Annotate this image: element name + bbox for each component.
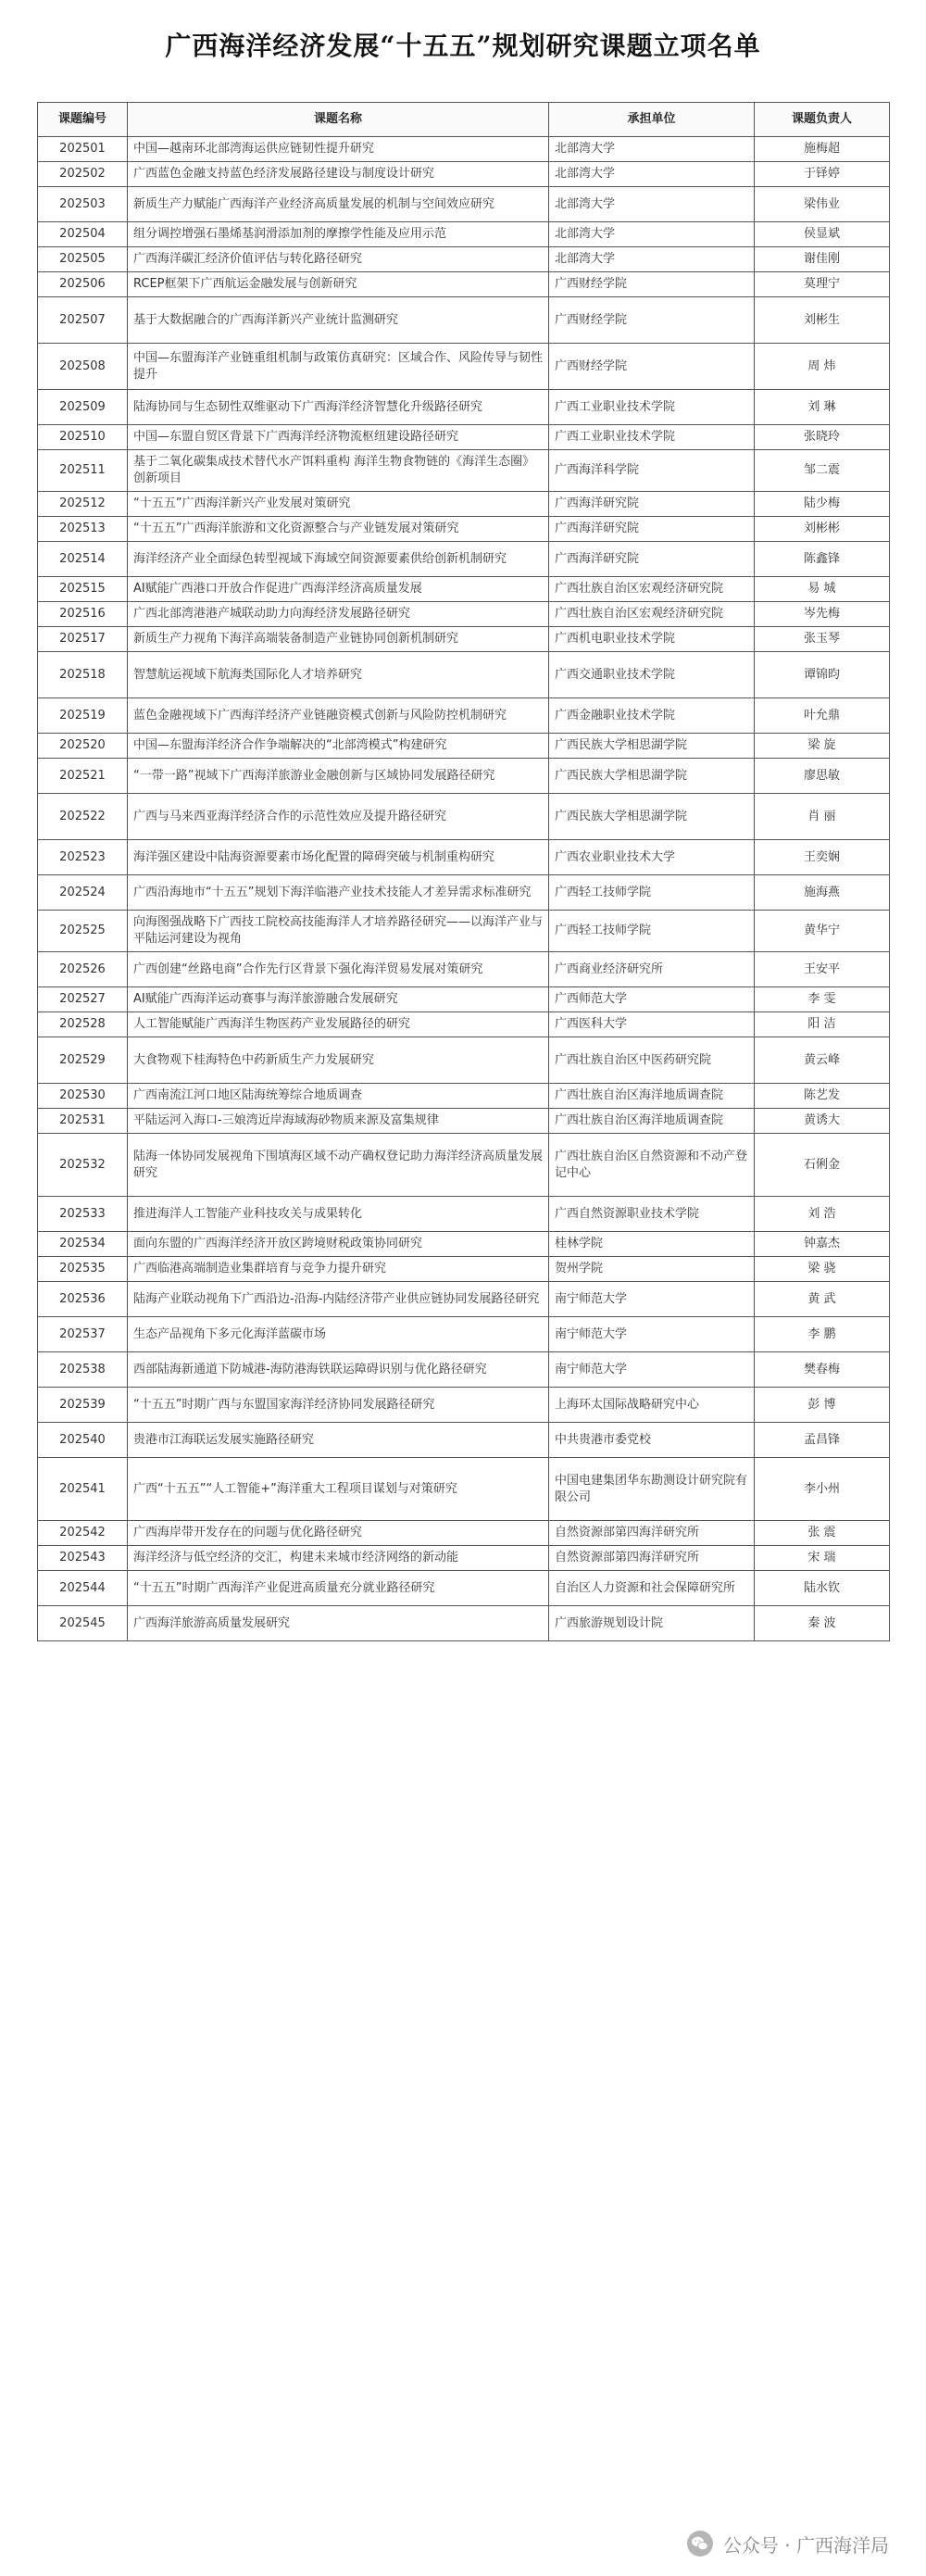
header-code: 课题编号 (38, 103, 128, 137)
cell-name: 蓝色金融视域下广西海洋经济产业链融资模式创新与风险防控机制研究 (128, 698, 549, 734)
cell-unit: 广西海洋研究院 (549, 517, 755, 542)
cell-lead: 孟昌锋 (755, 1423, 890, 1458)
table-row (38, 517, 890, 542)
cell-name: 广西蓝色金融支持蓝色经济发展路径建设与制度设计研究 (128, 162, 549, 187)
cell-lead: 邹二震 (755, 450, 890, 492)
header-name: 课题名称 (128, 103, 549, 137)
cell-lead: 王奕娴 (755, 840, 890, 875)
cell-code: 202521 (38, 759, 128, 794)
cell-name: 西部陆海新通道下防城港-海防港海铁联运障碍识别与优化路径研究 (128, 1352, 549, 1388)
table-row (38, 344, 890, 390)
cell-code: 202514 (38, 542, 128, 577)
table-row (38, 875, 890, 911)
cell-lead: 陆少梅 (755, 492, 890, 517)
cell-unit: 广西壮族自治区中医药研究院 (549, 1037, 755, 1084)
cell-name: 面向东盟的广西海洋经济开放区跨境财税政策协同研究 (128, 1232, 549, 1257)
cell-lead: 张 震 (755, 1521, 890, 1546)
table-row (38, 987, 890, 1012)
cell-unit: 广西师范大学 (549, 987, 755, 1012)
cell-name: 中国—东盟海洋经济合作争端解决的“北部湾模式”构建研究 (128, 734, 549, 759)
cell-name: 广西临港高端制造业集群培育与竞争力提升研究 (128, 1257, 549, 1282)
cell-lead: 李 鹏 (755, 1317, 890, 1352)
table-row (38, 1282, 890, 1317)
cell-name: 中国—东盟自贸区背景下广西海洋经济物流枢纽建设路径研究 (128, 425, 549, 450)
cell-lead: 王安平 (755, 952, 890, 987)
cell-name: 基于二氧化碳集成技术替代水产饵料重构 海洋生物食物链的《海洋生态圈》创新项目 (128, 450, 549, 492)
table-row (38, 297, 890, 344)
table-row (38, 698, 890, 734)
table-row (38, 627, 890, 652)
table-row (38, 1317, 890, 1352)
cell-code: 202530 (38, 1084, 128, 1109)
table-body (38, 137, 890, 1641)
cell-lead: 肖 丽 (755, 794, 890, 840)
cell-unit: 桂林学院 (549, 1232, 755, 1257)
cell-lead: 陈鑫锋 (755, 542, 890, 577)
cell-unit: 广西壮族自治区海洋地质调查院 (549, 1084, 755, 1109)
cell-name: 广西与马来西亚海洋经济合作的示范性效应及提升路径研究 (128, 794, 549, 840)
cell-name: 中国—东盟海洋产业链重组机制与政策仿真研究：区域合作、风险传导与韧性提升 (128, 344, 549, 390)
cell-name: 大食物观下桂海特色中药新质生产力发展研究 (128, 1037, 549, 1084)
cell-name: 广西海洋碳汇经济价值评估与转化路径研究 (128, 247, 549, 272)
cell-name: “十五五”时期广西与东盟国家海洋经济协同发展路径研究 (128, 1388, 549, 1423)
table-row (38, 1197, 890, 1232)
cell-name: RCEP框架下广西航运金融发展与创新研究 (128, 272, 549, 297)
cell-unit: 广西财经学院 (549, 344, 755, 390)
cell-code: 202523 (38, 840, 128, 875)
cell-unit: 广西旅游规划设计院 (549, 1606, 755, 1641)
cell-code: 202506 (38, 272, 128, 297)
table-row (38, 1257, 890, 1282)
cell-unit: 广西医科大学 (549, 1012, 755, 1037)
cell-lead: 岑先梅 (755, 602, 890, 627)
cell-code: 202502 (38, 162, 128, 187)
cell-name: 广西沿海地市“十五五”规划下海洋临港产业技术技能人才差异需求标准研究 (128, 875, 549, 911)
cell-code: 202507 (38, 297, 128, 344)
page-title: 广西海洋经济发展“十五五”规划研究课题立项名单 (165, 31, 761, 61)
cell-code: 202505 (38, 247, 128, 272)
cell-code: 202535 (38, 1257, 128, 1282)
cell-unit: 北部湾大学 (549, 247, 755, 272)
table-row (38, 652, 890, 698)
cell-code: 202503 (38, 187, 128, 222)
cell-name: 推进海洋人工智能产业科技攻关与成果转化 (128, 1197, 549, 1232)
cell-unit: 自治区人力资源和社会保障研究所 (549, 1571, 755, 1606)
cell-unit: 广西壮族自治区宏观经济研究院 (549, 577, 755, 602)
table-row (38, 1571, 890, 1606)
cell-unit: 广西海洋研究院 (549, 542, 755, 577)
cell-unit: 广西财经学院 (549, 297, 755, 344)
cell-lead: 黄诱大 (755, 1109, 890, 1134)
cell-code: 202518 (38, 652, 128, 698)
cell-code: 202540 (38, 1423, 128, 1458)
cell-name: 海洋强区建设中陆海资源要素市场化配置的障碍突破与机制重构研究 (128, 840, 549, 875)
cell-lead: 梁伟业 (755, 187, 890, 222)
cell-name: 广西创建“丝路电商”合作先行区背景下强化海洋贸易发展对策研究 (128, 952, 549, 987)
cell-lead: 谭锦昀 (755, 652, 890, 698)
cell-code: 202508 (38, 344, 128, 390)
cell-unit: 广西海洋科学院 (549, 450, 755, 492)
cell-code: 202510 (38, 425, 128, 450)
watermark-text: 公众号 · 广西海洋局 (722, 2533, 889, 2557)
cell-name: 组分调控增强石墨烯基润滑添加剂的摩擦学性能及应用示范 (128, 222, 549, 247)
cell-lead: 莫理宁 (755, 272, 890, 297)
cell-unit: 广西海洋研究院 (549, 492, 755, 517)
cell-name: 人工智能赋能广西海洋生物医药产业发展路径的研究 (128, 1012, 549, 1037)
cell-name: 基于大数据融合的广西海洋新兴产业统计监测研究 (128, 297, 549, 344)
cell-unit: 南宁师范大学 (549, 1352, 755, 1388)
cell-unit: 广西财经学院 (549, 272, 755, 297)
cell-code: 202543 (38, 1546, 128, 1571)
table-row (38, 450, 890, 492)
cell-name: 广西海洋旅游高质量发展研究 (128, 1606, 549, 1641)
table-row (38, 1037, 890, 1084)
cell-unit: 自然资源部第四海洋研究所 (549, 1521, 755, 1546)
table-row (38, 1352, 890, 1388)
table-row (38, 1521, 890, 1546)
cell-lead: 石俐金 (755, 1134, 890, 1197)
cell-code: 202529 (38, 1037, 128, 1084)
cell-unit: 南宁师范大学 (549, 1282, 755, 1317)
cell-lead: 梁 骁 (755, 1257, 890, 1282)
table-row (38, 1134, 890, 1197)
cell-code: 202512 (38, 492, 128, 517)
cell-code: 202533 (38, 1197, 128, 1232)
cell-lead: 秦 波 (755, 1606, 890, 1641)
cell-name: 新质生产力视角下海洋高端装备制造产业链协同创新机制研究 (128, 627, 549, 652)
cell-lead: 樊春梅 (755, 1352, 890, 1388)
table-row (38, 734, 890, 759)
cell-unit: 广西民族大学相思湖学院 (549, 759, 755, 794)
cell-unit: 南宁师范大学 (549, 1317, 755, 1352)
cell-code: 202517 (38, 627, 128, 652)
table-row (38, 1423, 890, 1458)
cell-code: 202527 (38, 987, 128, 1012)
cell-name: 平陆运河入海口-三娘湾近岸海域海砂物质来源及富集规律 (128, 1109, 549, 1134)
cell-unit: 北部湾大学 (549, 162, 755, 187)
cell-name: “十五五”广西海洋新兴产业发展对策研究 (128, 492, 549, 517)
cell-lead: 陆水钦 (755, 1571, 890, 1606)
cell-code: 202531 (38, 1109, 128, 1134)
table-row (38, 1388, 890, 1423)
cell-name: 陆海产业联动视角下广西沿边-沿海-内陆经济带产业供应链协同发展路径研究 (128, 1282, 549, 1317)
table-header-row (38, 103, 890, 137)
table-row (38, 911, 890, 952)
cell-name: 向海图强战略下广西技工院校高技能海洋人才培养路径研究——以海洋产业与平陆运河建设为视角 (128, 911, 549, 952)
cell-unit: 广西工业职业技术学院 (549, 390, 755, 425)
table-row (38, 492, 890, 517)
cell-name: AI赋能广西港口开放合作促进广西海洋经济高质量发展 (128, 577, 549, 602)
table-row (38, 602, 890, 627)
cell-unit: 广西交通职业技术学院 (549, 652, 755, 698)
cell-code: 202526 (38, 952, 128, 987)
cell-name: 新质生产力赋能广西海洋产业经济高质量发展的机制与空间效应研究 (128, 187, 549, 222)
cell-name: 海洋经济与低空经济的交汇，构建未来城市经济网络的新动能 (128, 1546, 549, 1571)
cell-unit: 广西自然资源职业技术学院 (549, 1197, 755, 1232)
table-row (38, 542, 890, 577)
cell-name: 海洋经济产业全面绿色转型视域下海域空间资源要素供给创新机制研究 (128, 542, 549, 577)
cell-name: 陆海协同与生态韧性双维驱动下广西海洋经济智慧化升级路径研究 (128, 390, 549, 425)
cell-lead: 于铎婷 (755, 162, 890, 187)
cell-lead: 李 雯 (755, 987, 890, 1012)
header-unit: 承担单位 (549, 103, 755, 137)
cell-name: AI赋能广西海洋运动赛事与海洋旅游融合发展研究 (128, 987, 549, 1012)
cell-name: 智慧航运视域下航海类国际化人才培养研究 (128, 652, 549, 698)
cell-unit: 广西轻工技师学院 (549, 875, 755, 911)
cell-lead: 施梅超 (755, 137, 890, 162)
cell-name: 广西南流江河口地区陆海统筹综合地质调查 (128, 1084, 549, 1109)
cell-lead: 阳 洁 (755, 1012, 890, 1037)
cell-lead: 张晓玲 (755, 425, 890, 450)
cell-unit: 广西工业职业技术学院 (549, 425, 755, 450)
cell-unit: 广西民族大学相思湖学院 (549, 734, 755, 759)
cell-unit: 广西机电职业技术学院 (549, 627, 755, 652)
cell-lead: 叶允鼎 (755, 698, 890, 734)
cell-unit: 北部湾大学 (549, 137, 755, 162)
cell-lead: 刘彬彬 (755, 517, 890, 542)
cell-unit: 广西轻工技师学院 (549, 911, 755, 952)
table-row (38, 840, 890, 875)
cell-name: 陆海一体协同发展视角下围填海区域不动产确权登记助力海洋经济高质量发展研究 (128, 1134, 549, 1197)
table-row (38, 1084, 890, 1109)
cell-unit: 广西农业职业技术大学 (549, 840, 755, 875)
cell-code: 202525 (38, 911, 128, 952)
cell-lead: 钟嘉杰 (755, 1232, 890, 1257)
table-row (38, 247, 890, 272)
cell-code: 202534 (38, 1232, 128, 1257)
cell-lead: 李小州 (755, 1458, 890, 1521)
table-row (38, 952, 890, 987)
table-row (38, 1458, 890, 1521)
table-row (38, 390, 890, 425)
cell-name: 生态产品视角下多元化海洋蓝碳市场 (128, 1317, 549, 1352)
table-row (38, 425, 890, 450)
cell-code: 202501 (38, 137, 128, 162)
cell-unit: 贺州学院 (549, 1257, 755, 1282)
cell-lead: 黄华宁 (755, 911, 890, 952)
table-row (38, 272, 890, 297)
cell-unit: 北部湾大学 (549, 187, 755, 222)
cell-code: 202515 (38, 577, 128, 602)
table-row (38, 187, 890, 222)
cell-unit: 广西商业经济研究所 (549, 952, 755, 987)
table-row (38, 1546, 890, 1571)
cell-lead: 谢佳刚 (755, 247, 890, 272)
table-row (38, 222, 890, 247)
cell-lead: 梁 旋 (755, 734, 890, 759)
cell-lead: 黄 武 (755, 1282, 890, 1317)
cell-lead: 黄云峰 (755, 1037, 890, 1084)
cell-code: 202509 (38, 390, 128, 425)
table-row (38, 577, 890, 602)
cell-unit: 广西壮族自治区宏观经济研究院 (549, 602, 755, 627)
cell-code: 202511 (38, 450, 128, 492)
cell-lead: 施海燕 (755, 875, 890, 911)
cell-code: 202516 (38, 602, 128, 627)
table-row (38, 1232, 890, 1257)
cell-code: 202541 (38, 1458, 128, 1521)
cell-code: 202520 (38, 734, 128, 759)
cell-code: 202545 (38, 1606, 128, 1641)
cell-name: “一带一路”视域下广西海洋旅游业金融创新与区域协同发展路径研究 (128, 759, 549, 794)
cell-lead: 周 炜 (755, 344, 890, 390)
cell-lead: 宋 瑞 (755, 1546, 890, 1571)
table-row (38, 162, 890, 187)
wechat-icon (686, 2530, 714, 2557)
cell-unit: 中共贵港市委党校 (549, 1423, 755, 1458)
watermark (686, 2530, 889, 2557)
cell-unit: 广西民族大学相思湖学院 (549, 794, 755, 840)
cell-unit: 自然资源部第四海洋研究所 (549, 1546, 755, 1571)
cell-unit: 广西壮族自治区海洋地质调查院 (549, 1109, 755, 1134)
cell-lead: 张玉琴 (755, 627, 890, 652)
project-table (37, 102, 890, 1641)
header-lead: 课题负责人 (755, 103, 890, 137)
cell-unit: 广西金融职业技术学院 (549, 698, 755, 734)
cell-lead: 刘 浩 (755, 1197, 890, 1232)
cell-lead: 彭 博 (755, 1388, 890, 1423)
cell-code: 202544 (38, 1571, 128, 1606)
cell-code: 202528 (38, 1012, 128, 1037)
table-row (38, 1012, 890, 1037)
cell-code: 202524 (38, 875, 128, 911)
cell-code: 202519 (38, 698, 128, 734)
cell-name: “十五五”时期广西海洋产业促进高质量充分就业路径研究 (128, 1571, 549, 1606)
cell-code: 202513 (38, 517, 128, 542)
cell-code: 202532 (38, 1134, 128, 1197)
cell-name: 广西海岸带开发存在的问题与优化路径研究 (128, 1521, 549, 1546)
cell-unit: 北部湾大学 (549, 222, 755, 247)
cell-code: 202522 (38, 794, 128, 840)
cell-lead: 侯显斌 (755, 222, 890, 247)
table-row (38, 1606, 890, 1641)
cell-name: 中国—越南环北部湾海运供应链韧性提升研究 (128, 137, 549, 162)
cell-code: 202538 (38, 1352, 128, 1388)
cell-name: “十五五”广西海洋旅游和文化资源整合与产业链发展对策研究 (128, 517, 549, 542)
cell-lead: 陈艺发 (755, 1084, 890, 1109)
cell-code: 202542 (38, 1521, 128, 1546)
table-row (38, 1109, 890, 1134)
table-row (38, 794, 890, 840)
cell-unit: 中国电建集团华东勘测设计研究院有限公司 (549, 1458, 755, 1521)
table-row (38, 137, 890, 162)
cell-lead: 易 城 (755, 577, 890, 602)
cell-code: 202536 (38, 1282, 128, 1317)
cell-code: 202504 (38, 222, 128, 247)
table-row (38, 759, 890, 794)
cell-code: 202539 (38, 1388, 128, 1423)
cell-lead: 刘彬生 (755, 297, 890, 344)
cell-code: 202537 (38, 1317, 128, 1352)
cell-name: 贵港市江海联运发展实施路径研究 (128, 1423, 549, 1458)
cell-name: 广西“十五五”“人工智能+”海洋重大工程项目谋划与对策研究 (128, 1458, 549, 1521)
cell-unit: 上海环太国际战略研究中心 (549, 1388, 755, 1423)
cell-name: 广西北部湾港港产城联动助力向海经济发展路径研究 (128, 602, 549, 627)
cell-lead: 刘 琳 (755, 390, 890, 425)
cell-lead: 廖思敏 (755, 759, 890, 794)
cell-unit: 广西壮族自治区自然资源和不动产登记中心 (549, 1134, 755, 1197)
